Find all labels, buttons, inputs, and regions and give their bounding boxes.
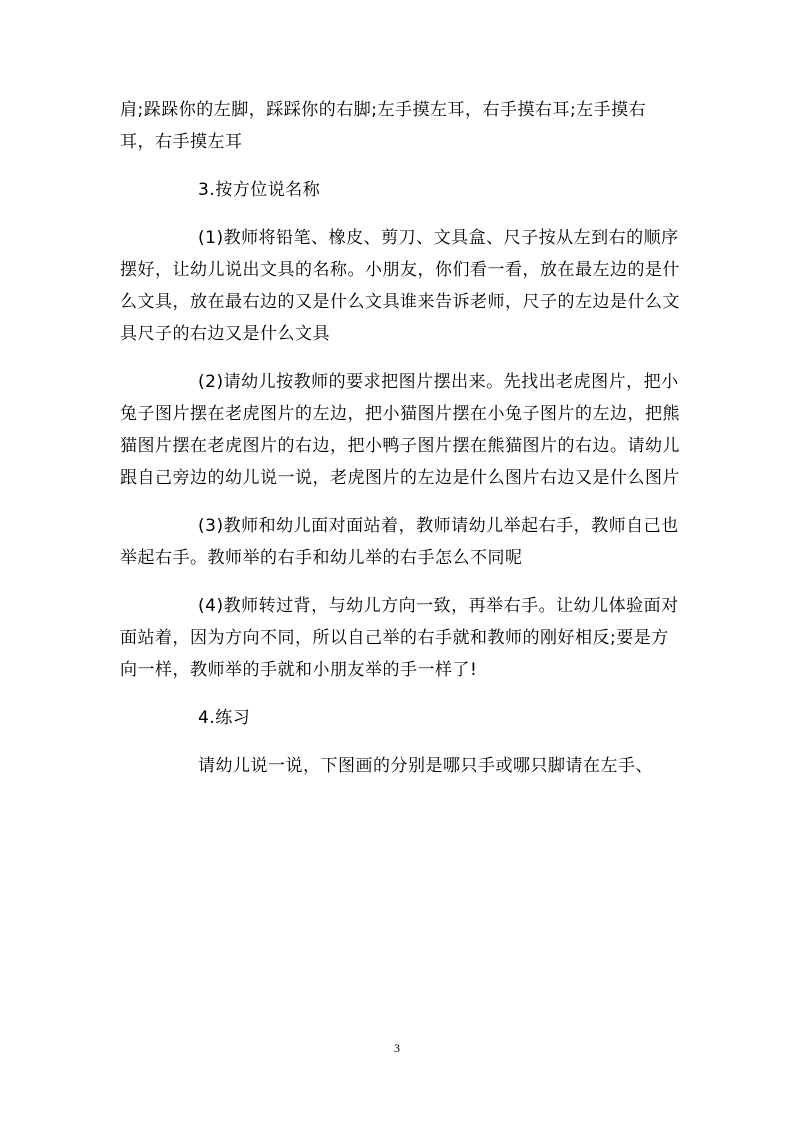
document-body	[120, 94, 680, 782]
page-number: 3	[394, 1041, 400, 1055]
paragraph-item-3: (3)教师和幼儿面对面站着，教师请幼儿举起右手，教师自己也举起右手。教师举的右手和幼儿举的右手怎么不同呢	[120, 516, 679, 568]
paragraph-item-2: (2)请幼儿按教师的要求把图片摆出来。先找出老虎图片，把小兔子图片摆在老虎图片的左边，把小猫图片摆在小兔子图片的左边，把熊猫图片摆在老虎图片的右边，把小鸭子图片摆在熊猫图片的右边。请幼儿跟自己旁边的幼儿说一说，老虎图片的左边是什么图片右边又是什么图片	[120, 372, 680, 488]
section-heading-3: 3.按方位说名称	[198, 180, 321, 200]
section-heading-4: 4.练习	[198, 708, 251, 728]
paragraph-practice: 请幼儿说一说，下图画的分别是哪只手或哪只脚请在左手、	[198, 756, 653, 776]
paragraph-item-1: (1)教师将铅笔、橡皮、剪刀、文具盒、尺子按从左到右的顺序摆好，让幼儿说出文具的名称。小朋友，你们看一看，放在最左边的是什么文具，放在最右边的又是什么文具谁来告诉老师，尺子的左边是什么文具尺子的右边又是什么文具	[120, 228, 680, 344]
paragraph-continuation: 肩;跺跺你的左脚，踩踩你的右脚;左手摸左耳，右手摸右耳;左手摸右耳，右手摸左耳	[120, 100, 647, 152]
paragraph-item-4: (4)教师转过背，与幼儿方向一致，再举右手。让幼儿体验面对面站着，因为方向不同，所以自己举的右手就和教师的刚好相反;要是方向一样，教师举的手就和小朋友举的手一样了!	[120, 596, 679, 680]
